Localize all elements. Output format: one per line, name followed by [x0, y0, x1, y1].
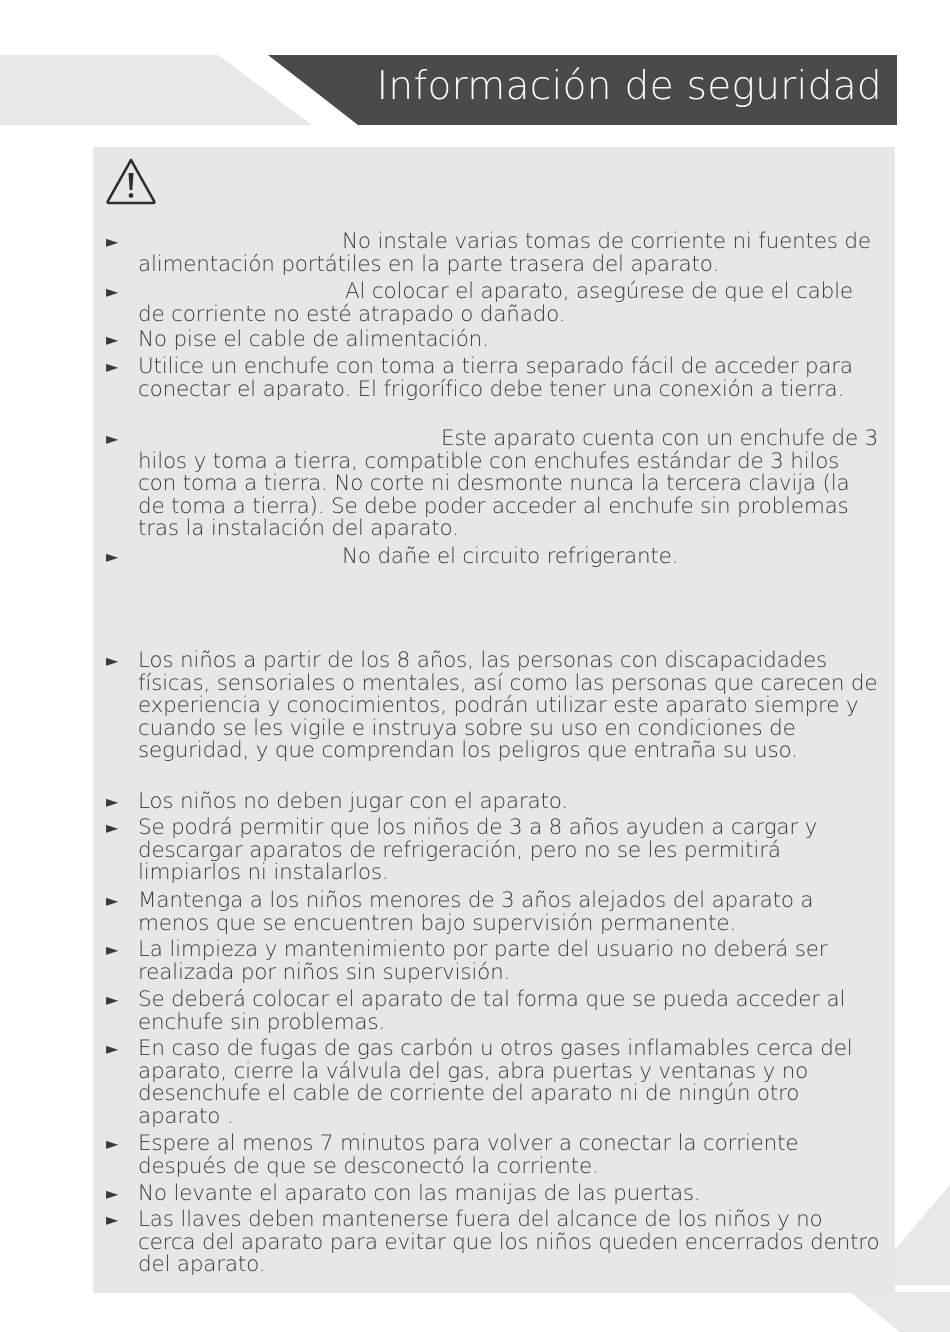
bullet-icon: ► [106, 357, 119, 376]
bullet-icon: ► [106, 792, 119, 811]
list-item-text: No levante el aparato con las manijas de las puertas. [138, 1181, 701, 1206]
bullet-icon: ► [106, 232, 119, 251]
list-item-text: Al colocar el aparato, asegúrese de que el cable de corriente no esté atrapado o dañado. [138, 279, 853, 327]
list-item-text: Los niños no deben jugar con el aparato. [138, 789, 568, 814]
bullet-icon: ► [106, 330, 119, 349]
list-item-text: Se deberá colocar el aparato de tal forma que se pueda acceder al enchufe sin problemas. [138, 987, 846, 1035]
bullet-icon: ► [106, 1039, 119, 1058]
bullet-icon: ► [106, 282, 119, 301]
bullet-icon: ► [106, 1184, 119, 1203]
warning-triangle-icon [104, 156, 158, 206]
bullet-icon: ► [106, 1134, 119, 1153]
bullet-icon: ► [106, 891, 119, 910]
bullet-icon: ► [106, 990, 119, 1009]
bullet-icon: ► [106, 940, 119, 959]
list-item-text: La limpieza y mantenimiento por parte del usuario no deberá ser realizada por niños sin supervisión. [138, 937, 828, 985]
list-item-text: No instale varias tomas de corriente ni fuentes de alimentación portátiles en la parte trasera del aparato. [138, 229, 871, 277]
list-item-text: Mantenga a los niños menores de 3 años alejados del aparato a menos que se encuentren bajo supervisión permanente. [138, 888, 814, 936]
corner-decoration-right [890, 1185, 950, 1285]
page-title: Información de seguridad [376, 64, 882, 109]
list-item-text: Espere al menos 7 minutos para volver a conectar la corriente después de que se desconectó la corriente. [138, 1131, 799, 1179]
list-item-text: En caso de fugas de gas carbón u otros gases inflamables cerca del aparato, cierre la válvula del gas, abra puertas y ventanas y no desenchufe el cable de corriente del aparato ni de ningún otro aparato . [138, 1036, 853, 1129]
bullet-icon: ► [106, 818, 119, 837]
corner-decoration-bottom-right [850, 1292, 950, 1332]
list-item-text: Utilice un enchufe con toma a tierra separado fácil de acceder para conectar el aparato. El frigorífico debe tener una conexión a tierra. [138, 354, 853, 402]
bullet-icon: ► [106, 429, 119, 448]
list-item-text: No pise el cable de alimentación. [138, 327, 489, 352]
list-item-text: No dañe el circuito refrigerante. [342, 544, 679, 569]
corner-decoration-top-left [0, 55, 312, 125]
list-item-text: Este aparato cuenta con un enchufe de 3 hilos y toma a tierra, compatible con enchufes estándar de 3 hilos con toma a tierra. No corte ni desmonte nunca la tercera clavija (la de toma a tierra). Se debe poder acceder al enchufe sin problemas tras la instalación del aparato. [138, 426, 879, 542]
bullet-icon: ► [106, 651, 119, 670]
bullet-icon: ► [106, 547, 119, 566]
bullet-icon: ► [106, 1210, 119, 1229]
list-item-text: Se podrá permitir que los niños de 3 a 8 años ayuden a cargar y descargar aparatos de refrigeración, pero no se les permitirá limpiarlos ni instalarlos. [138, 815, 818, 886]
list-item-text: Los niños a partir de los 8 años, las personas con discapacidades físicas, sensoriales o mentales, así como las personas que carecen de experiencia y conocimientos, podrán utilizar este aparato siempre y cuando se les vigile e instruya sobre su uso en condiciones de seguridad, y que comprendan los peligros que entraña su uso. [138, 648, 878, 764]
list-item-text: Las llaves deben mantenerse fuera del alcance de los niños y no cerca del aparato para evitar que los niños queden encerrados dentro del aparato. [138, 1207, 880, 1278]
